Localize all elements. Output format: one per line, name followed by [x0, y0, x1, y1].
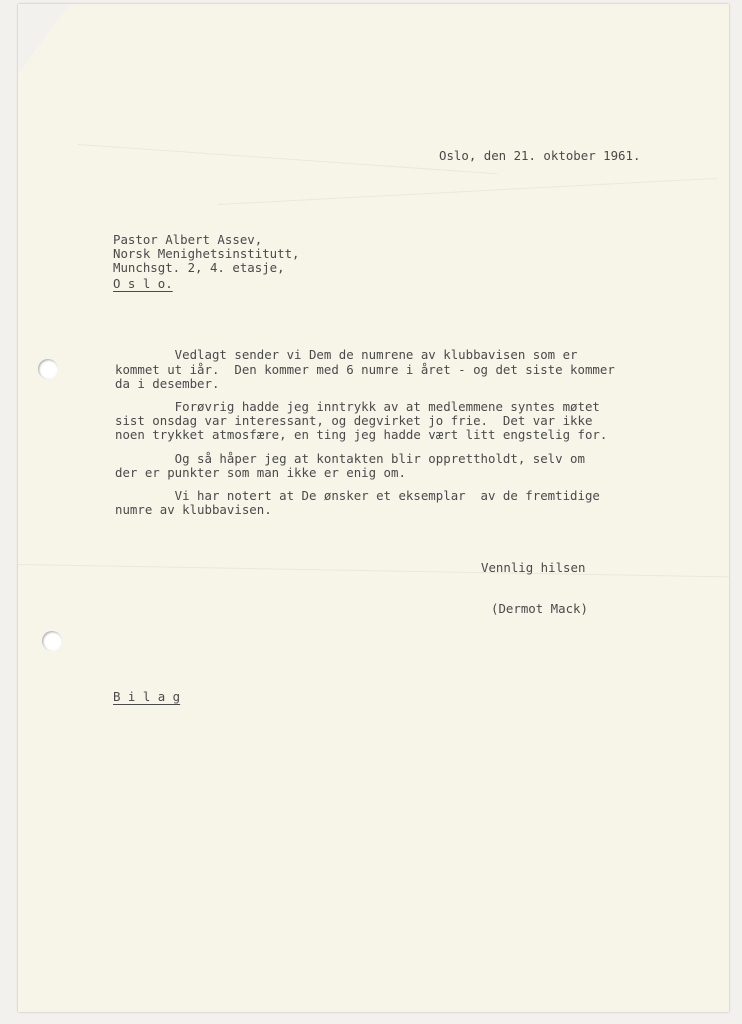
- recipient-line: Munchsgt. 2, 4. etasje,: [113, 260, 285, 275]
- letter-sheet: [18, 4, 729, 1012]
- recipient-line: Pastor Albert Assev,: [113, 232, 263, 247]
- punch-hole-bottom: [42, 631, 62, 651]
- closing-phrase: Vennlig hilsen: [481, 560, 586, 575]
- punch-hole-top: [38, 359, 58, 379]
- folded-corner: [18, 4, 70, 74]
- body-line: Vedlagt sender vi Dem de numrene av klubbavisen som er: [115, 347, 578, 362]
- body-line: kommet ut iår. Den kommer med 6 numre i året - og det siste kommer: [115, 362, 615, 377]
- body-line: Vi har notert at De ønsker et eksemplar av de fremtidige: [115, 488, 600, 503]
- body-line: numre av klubbavisen.: [115, 502, 272, 517]
- enclosure-label: B i l a g: [113, 689, 181, 704]
- body-line: sist onsdag var interessant, og degvirket jo frie. Det var ikke: [115, 413, 593, 428]
- letter-date: Oslo, den 21. oktober 1961.: [439, 148, 641, 163]
- signature-name: (Dermot Mack): [491, 601, 588, 616]
- recipient-city: O s l o.: [113, 276, 173, 291]
- body-line: Og så håper jeg at kontakten blir opprettholdt, selv om: [115, 451, 585, 466]
- body-line: der er punkter som man ikke er enig om.: [115, 465, 406, 480]
- body-line: da i desember.: [115, 376, 220, 391]
- paper-crease: [78, 144, 497, 174]
- body-line: noen trykket atmosfære, en ting jeg hadde vært litt engstelig for.: [115, 427, 608, 442]
- paper-crease: [218, 178, 717, 205]
- recipient-line: Norsk Menighetsinstitutt,: [113, 246, 300, 261]
- body-line: Forøvrig hadde jeg inntrykk av at medlemmene syntes møtet: [115, 399, 600, 414]
- paper-crease: [18, 564, 729, 577]
